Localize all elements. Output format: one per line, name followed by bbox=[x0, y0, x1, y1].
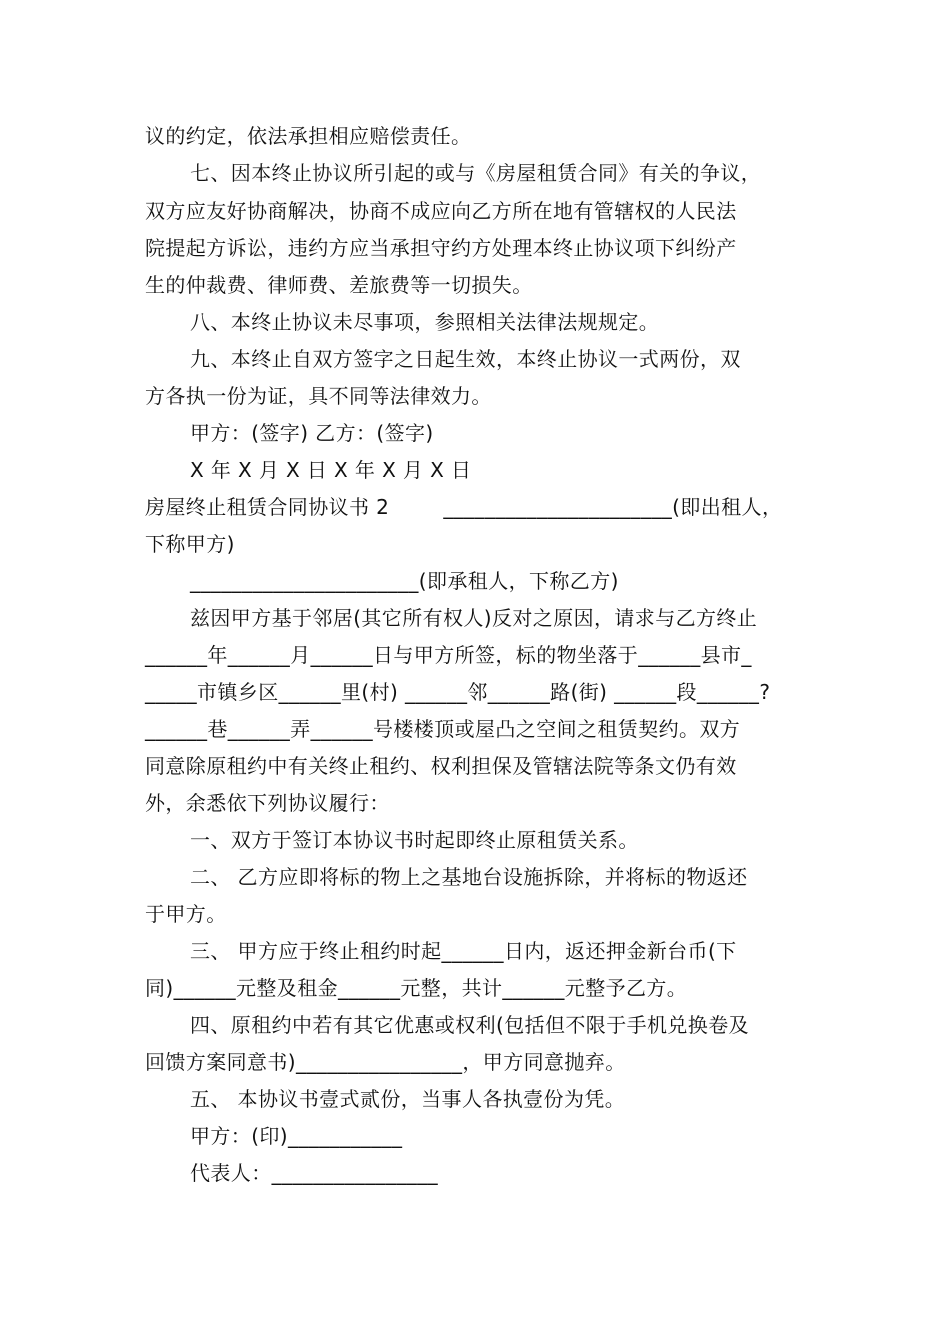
clause-8-line: 八、本终止协议未尽事项，参照相关法律法规规定。 bbox=[190, 310, 660, 334]
clause-5-line: 五、 本协议书壹式贰份，当事人各执壹份为凭。 bbox=[190, 1087, 626, 1111]
date-line: X 年 X 月 X 日 X 年 X 月 X 日 bbox=[190, 458, 472, 482]
paragraph-line: 同意除原租约中有关终止租约、权利担保及管辖法院等条文仍有效 bbox=[145, 754, 737, 778]
paragraph-line: 议的约定，依法承担相应赔偿责任。 bbox=[145, 124, 472, 148]
paragraph-line: ______年______月______日与甲方所签，标的物坐落于______县市_ bbox=[145, 643, 752, 667]
paragraph-line: 院提起方诉讼，违约方应当承担守约方处理本终止协议项下纠纷产 bbox=[145, 236, 737, 260]
representative-line: 代表人：________________ bbox=[190, 1161, 438, 1185]
clause-3-line: 三、 甲方应于终止租约时起______日内，返还押金新台币(下 bbox=[190, 939, 737, 963]
lessee-line: ______________________(即承租人，下称乙方) bbox=[190, 569, 619, 593]
signature-line: 甲方：(签字) 乙方：(签字) bbox=[190, 421, 434, 445]
paragraph-line: _____市镇乡区______里(村) ______邻______路(街) ______段______? bbox=[145, 680, 771, 704]
clause-9-line: 九、本终止自双方签字之日起生效，本终止协议一式两份，双 bbox=[190, 347, 741, 371]
paragraph-line: 下称甲方) bbox=[145, 532, 235, 556]
paragraph-line: 方各执一份为证，具不同等法律效力。 bbox=[145, 384, 492, 408]
paragraph-line: 双方应友好协商解决，协商不成应向乙方所在地有管辖权的人民法 bbox=[145, 199, 737, 223]
clause-1-line: 一、双方于签订本协议书时起即终止原租赁关系。 bbox=[190, 828, 639, 852]
section-title-line: 房屋终止租赁合同协议书 2 ______________________(即出租人， bbox=[145, 495, 783, 519]
paragraph-line: 生的仲裁费、律师费、差旅费等一切损失。 bbox=[145, 273, 533, 297]
paragraph-line: ______巷______弄______号楼楼顶或屋凸之空间之租赁契约。双方 bbox=[145, 717, 741, 741]
paragraph-line: 同)______元整及租金______元整，共计______元整予乙方。 bbox=[145, 976, 688, 1000]
paragraph-line: 于甲方。 bbox=[145, 902, 227, 926]
clause-7-line: 七、因本终止协议所引起的或与《房屋租赁合同》有关的争议， bbox=[190, 161, 762, 185]
preamble-line: 兹因甲方基于邻居(其它所有权人)反对之原因，请求与乙方终止 bbox=[190, 606, 758, 630]
paragraph-line: 外，余悉依下列协议履行： bbox=[145, 791, 390, 815]
paragraph-line: 回馈方案同意书)________________，甲方同意抛弃。 bbox=[145, 1050, 626, 1074]
clause-4-line: 四、原租约中若有其它优惠或权利(包括但不限于手机兑换卷及 bbox=[190, 1013, 750, 1037]
clause-2-line: 二、 乙方应即将标的物上之基地台设施拆除，并将标的物返还 bbox=[190, 865, 748, 889]
party-a-seal-line: 甲方：(印)___________ bbox=[190, 1124, 403, 1148]
